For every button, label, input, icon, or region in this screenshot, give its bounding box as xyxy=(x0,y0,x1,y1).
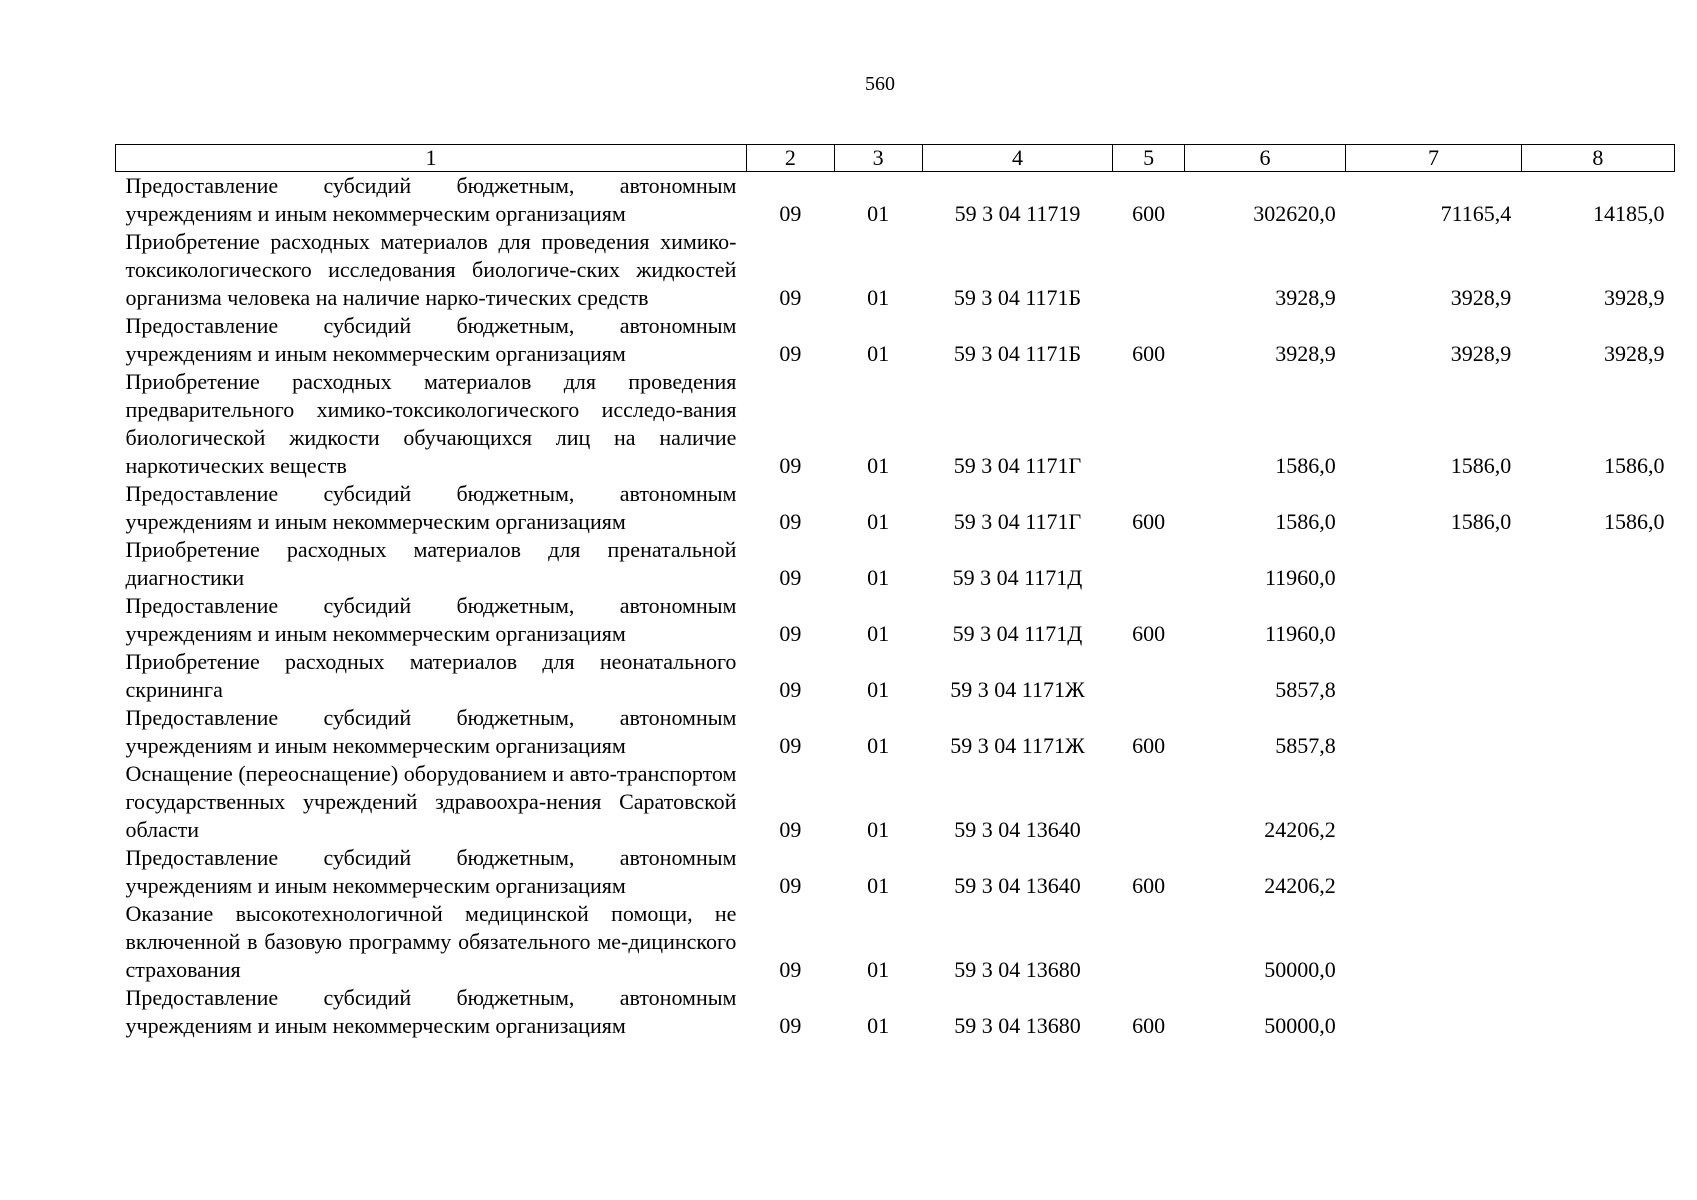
row-amount-col6: 3928,9 xyxy=(1275,285,1336,310)
row-expense-type xyxy=(1113,368,1184,480)
table-row xyxy=(116,368,1675,480)
row-subsection: 01 xyxy=(867,509,890,534)
row-description: Приобретение расходных материалов для проведения химико-токсикологического исследования биологиче-ских жидкостей организма человека на наличие нарко-тических средств xyxy=(125,229,737,310)
row-amount-col6: 50000,0 xyxy=(1264,957,1336,982)
page-number: 560 xyxy=(865,73,895,95)
row-section: 09 xyxy=(779,1013,802,1038)
row-target-code: 59 3 04 1171Ж xyxy=(950,677,1085,702)
row-description: Предоставление субсидий бюджетным, автономным учреждениям и иным некоммерческим организациям xyxy=(125,313,737,366)
row-section: 09 xyxy=(779,285,802,310)
table-row xyxy=(116,760,1675,844)
row-amount-col6: 24206,2 xyxy=(1264,873,1336,898)
table-row xyxy=(116,536,1675,592)
row-expense-type xyxy=(1113,228,1184,312)
row-description: Приобретение расходных материалов для пренатальной диагностики xyxy=(125,537,737,590)
row-amount-col7: 3928,9 xyxy=(1450,285,1512,310)
row-subsection: 01 xyxy=(867,621,890,646)
row-target-code: 59 3 04 1171Д xyxy=(952,565,1083,590)
row-subsection: 01 xyxy=(867,201,890,226)
column-header-2: 2 xyxy=(746,145,834,172)
header-row xyxy=(116,145,1675,172)
column-header-3: 3 xyxy=(834,145,922,172)
row-expense-type xyxy=(1113,900,1184,984)
row-amount-col7: 3928,9 xyxy=(1450,341,1512,366)
row-amount-col6: 302620,0 xyxy=(1253,201,1336,226)
row-target-code: 59 3 04 1171Ж xyxy=(950,733,1085,758)
row-amount-col6: 11960,0 xyxy=(1265,621,1336,646)
row-description: Предоставление субсидий бюджетным, автономным учреждениям и иным некоммерческим организациям xyxy=(125,845,737,898)
row-expense-type xyxy=(1113,648,1184,704)
row-subsection: 01 xyxy=(867,453,890,478)
row-amount-col8 xyxy=(1521,536,1674,592)
row-subsection: 01 xyxy=(867,957,890,982)
row-expense-type xyxy=(1113,760,1184,844)
row-amount-col7 xyxy=(1346,648,1522,704)
column-header-5: 5 xyxy=(1113,145,1184,172)
row-target-code: 59 3 04 13640 xyxy=(954,873,1081,898)
row-amount-col7 xyxy=(1346,592,1522,648)
row-section: 09 xyxy=(779,621,802,646)
row-section: 09 xyxy=(779,873,802,898)
row-section: 09 xyxy=(779,565,802,590)
table-row xyxy=(116,228,1675,312)
row-amount-col8 xyxy=(1521,844,1674,900)
table-body xyxy=(116,172,1675,1041)
row-subsection: 01 xyxy=(867,873,890,898)
row-section: 09 xyxy=(779,341,802,366)
row-target-code: 59 3 04 1171Д xyxy=(952,621,1083,646)
row-amount-col8: 1586,0 xyxy=(1604,453,1665,478)
row-description: Предоставление субсидий бюджетным, автономным учреждениям и иным некоммерческим организациям xyxy=(125,173,737,226)
table-row xyxy=(116,312,1675,368)
row-amount-col6: 5857,8 xyxy=(1275,733,1336,758)
row-amount-col6: 11960,0 xyxy=(1265,565,1336,590)
row-amount-col8: 14185,0 xyxy=(1593,201,1665,226)
row-amount-col6: 1586,0 xyxy=(1275,453,1336,478)
row-expense-type: 600 xyxy=(1132,1013,1166,1038)
row-expense-type: 600 xyxy=(1132,733,1166,758)
row-target-code: 59 3 04 1171Б xyxy=(953,341,1082,366)
row-amount-col6: 50000,0 xyxy=(1264,1013,1336,1038)
row-description: Оказание высокотехнологичной медицинской помощи, не включенной в базовую программу обязательного ме-дицинского страхования xyxy=(125,901,737,982)
row-amount-col7 xyxy=(1346,844,1522,900)
row-amount-col8 xyxy=(1521,760,1674,844)
row-expense-type xyxy=(1113,536,1184,592)
column-header-1: 1 xyxy=(116,145,747,172)
row-amount-col8 xyxy=(1521,592,1674,648)
row-subsection: 01 xyxy=(867,285,890,310)
row-subsection: 01 xyxy=(867,565,890,590)
table-row xyxy=(116,900,1675,984)
row-subsection: 01 xyxy=(867,1013,890,1038)
row-expense-type: 600 xyxy=(1132,201,1166,226)
row-target-code: 59 3 04 11719 xyxy=(954,201,1081,226)
row-target-code: 59 3 04 1171Б xyxy=(953,285,1082,310)
row-subsection: 01 xyxy=(867,817,890,842)
row-subsection: 01 xyxy=(867,733,890,758)
column-header-8: 8 xyxy=(1521,145,1674,172)
row-section: 09 xyxy=(779,677,802,702)
row-subsection: 01 xyxy=(867,341,890,366)
row-amount-col7 xyxy=(1346,760,1522,844)
column-header-4: 4 xyxy=(922,145,1113,172)
table-header xyxy=(116,145,1675,172)
row-amount-col7: 1586,0 xyxy=(1450,509,1512,534)
row-amount-col8 xyxy=(1521,648,1674,704)
row-target-code: 59 3 04 13640 xyxy=(954,817,1081,842)
row-description: Предоставление субсидий бюджетным, автономным учреждениям и иным некоммерческим организациям xyxy=(125,985,737,1038)
row-amount-col7 xyxy=(1346,704,1522,760)
row-description: Приобретение расходных материалов для неонатального скрининга xyxy=(125,649,737,702)
column-header-6: 6 xyxy=(1184,145,1345,172)
row-section: 09 xyxy=(779,817,802,842)
row-amount-col6: 24206,2 xyxy=(1264,817,1336,842)
table-row xyxy=(116,648,1675,704)
row-expense-type: 600 xyxy=(1132,873,1166,898)
table-row xyxy=(116,480,1675,536)
row-amount-col8: 1586,0 xyxy=(1604,509,1665,534)
row-amount-col6: 1586,0 xyxy=(1275,509,1336,534)
table-row xyxy=(116,172,1675,229)
row-amount-col7 xyxy=(1346,536,1522,592)
table-row xyxy=(116,592,1675,648)
row-section: 09 xyxy=(779,509,802,534)
table-row xyxy=(116,844,1675,900)
row-section: 09 xyxy=(779,201,802,226)
row-section: 09 xyxy=(779,453,802,478)
row-description: Оснащение (переоснащение) оборудованием и авто-транспортом государственных учреждений здравоохра-нения Саратовской области xyxy=(125,761,737,842)
row-amount-col6: 3928,9 xyxy=(1275,341,1336,366)
row-description: Приобретение расходных материалов для проведения предварительного химико-токсикологического исследо-вания биологической жидкости обучающихся лиц на наличие наркотических веществ xyxy=(125,369,737,478)
row-target-code: 59 3 04 1171Г xyxy=(953,453,1082,478)
row-amount-col7: 1586,0 xyxy=(1450,453,1512,478)
row-amount-col6: 5857,8 xyxy=(1275,677,1336,702)
row-amount-col7: 71165,4 xyxy=(1440,201,1512,226)
row-section: 09 xyxy=(779,957,802,982)
column-header-7: 7 xyxy=(1346,145,1522,172)
row-description: Предоставление субсидий бюджетным, автономным учреждениям и иным некоммерческим организациям xyxy=(125,705,737,758)
row-amount-col8 xyxy=(1521,900,1674,984)
row-amount-col7 xyxy=(1346,900,1522,984)
row-expense-type: 600 xyxy=(1132,621,1166,646)
row-expense-type: 600 xyxy=(1132,341,1166,366)
row-description: Предоставление субсидий бюджетным, автономным учреждениям и иным некоммерческим организациям xyxy=(125,593,737,646)
row-description: Предоставление субсидий бюджетным, автономным учреждениям и иным некоммерческим организациям xyxy=(125,481,737,534)
row-section: 09 xyxy=(779,733,802,758)
row-expense-type: 600 xyxy=(1132,509,1166,534)
row-amount-col8 xyxy=(1521,984,1674,1040)
table-row xyxy=(116,704,1675,760)
row-amount-col8: 3928,9 xyxy=(1604,285,1665,310)
row-amount-col7 xyxy=(1346,984,1522,1040)
budget-table xyxy=(115,144,1675,1040)
row-amount-col8 xyxy=(1521,704,1674,760)
row-target-code: 59 3 04 13680 xyxy=(954,957,1081,982)
row-subsection: 01 xyxy=(867,677,890,702)
table-row xyxy=(116,984,1675,1040)
row-target-code: 59 3 04 1171Г xyxy=(953,509,1082,534)
row-amount-col8: 3928,9 xyxy=(1604,341,1665,366)
row-target-code: 59 3 04 13680 xyxy=(954,1013,1081,1038)
